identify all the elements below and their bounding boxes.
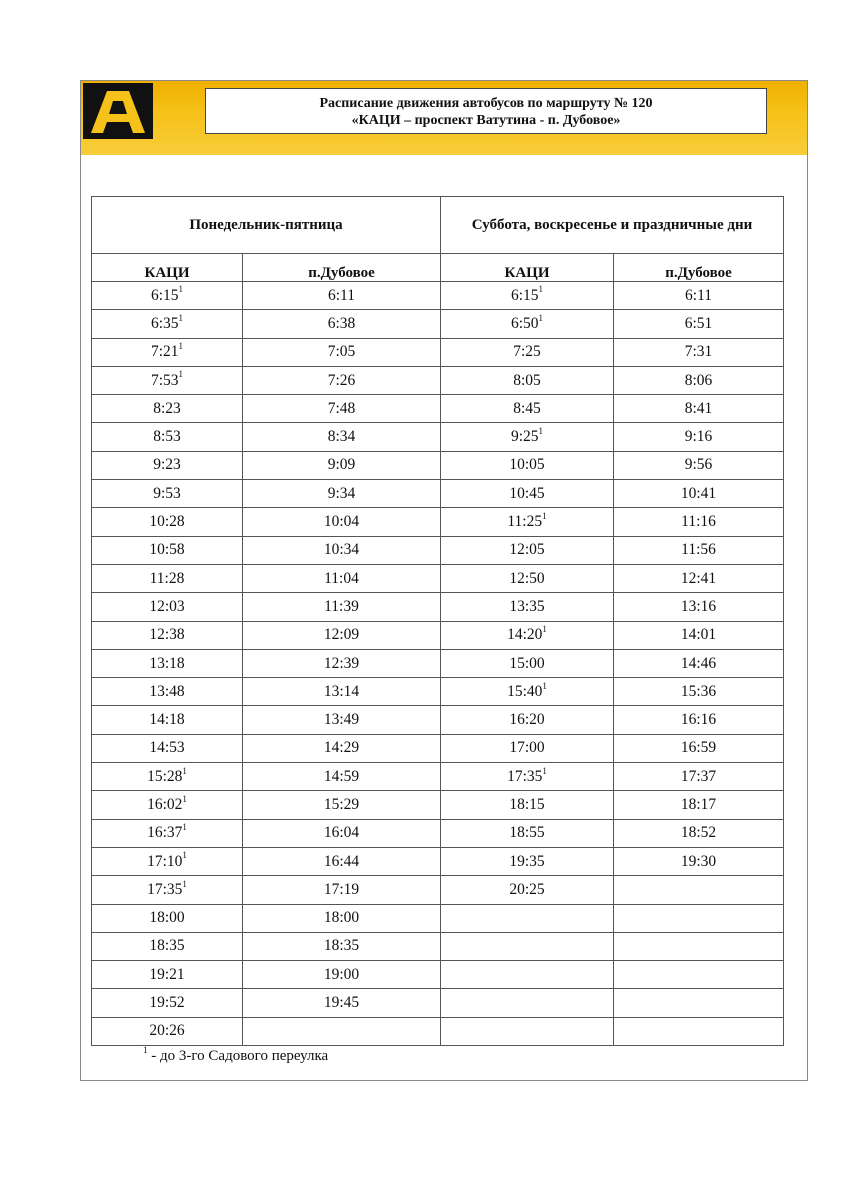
time-cell	[243, 791, 441, 819]
time-value: 9:25	[510, 428, 539, 446]
time-cell	[243, 310, 441, 338]
footnote-text: - до 3-го Садового переулка	[147, 1048, 329, 1064]
time-cell	[92, 395, 243, 423]
time-cell	[92, 423, 243, 451]
time-cell	[243, 366, 441, 394]
time-value: 11:56	[681, 541, 716, 559]
time-cell	[92, 282, 243, 310]
time-cell	[92, 310, 243, 338]
footnote-marker: 1	[182, 850, 187, 861]
time-value: 18:35	[323, 937, 360, 955]
time-cell	[441, 989, 614, 1017]
time-value: 12:09	[323, 626, 360, 644]
time-cell	[92, 847, 243, 875]
footnote-marker: 1	[182, 878, 187, 889]
time-cell	[614, 621, 784, 649]
table-row	[92, 536, 784, 564]
time-value: 14:18	[149, 711, 185, 729]
footnote-marker: 1	[538, 284, 544, 295]
time-cell	[441, 819, 614, 847]
time-cell	[614, 310, 784, 338]
bus-a-logo-icon	[89, 89, 147, 135]
schedule-table	[91, 196, 784, 1046]
time-cell	[614, 536, 784, 564]
footnote-marker: 1	[182, 765, 187, 776]
time-cell	[243, 480, 441, 508]
time-value: 19:21	[149, 965, 185, 983]
time-cell	[614, 338, 784, 366]
table-row	[92, 989, 784, 1017]
time-value: 6:35	[150, 314, 179, 332]
time-value: 19:00	[323, 965, 360, 983]
time-cell	[614, 395, 784, 423]
time-value: 16:20	[509, 711, 545, 729]
time-value: 13:48	[149, 682, 185, 700]
time-cell	[614, 423, 784, 451]
header-bar	[81, 81, 807, 155]
time-cell	[92, 508, 243, 536]
time-value: 19:35	[509, 852, 545, 870]
time-value: 17:00	[509, 739, 545, 757]
time-cell	[441, 451, 614, 479]
time-value: 17:19	[323, 880, 360, 898]
time-value: 17:10	[147, 852, 183, 870]
time-value: 12:50	[509, 569, 545, 587]
time-cell	[441, 593, 614, 621]
time-value: 17:37	[680, 767, 717, 785]
time-value: 7:26	[327, 371, 356, 389]
time-cell	[441, 678, 614, 706]
time-value: 18:00	[149, 909, 185, 927]
time-cell	[614, 876, 784, 904]
time-value: 14:20	[507, 626, 543, 644]
time-cell	[243, 536, 441, 564]
time-value: 10:45	[509, 484, 545, 502]
table-row	[92, 480, 784, 508]
time-cell	[243, 593, 441, 621]
time-cell	[614, 564, 784, 592]
table-row	[92, 621, 784, 649]
weekday-header: Понедельник-пятница	[92, 197, 441, 254]
time-cell	[614, 734, 784, 762]
time-cell	[92, 763, 243, 791]
time-cell	[441, 847, 614, 875]
time-cell	[614, 649, 784, 677]
time-cell	[441, 791, 614, 819]
time-cell	[243, 649, 441, 677]
table-row	[92, 932, 784, 960]
table-row	[92, 593, 784, 621]
time-cell	[441, 621, 614, 649]
time-cell	[243, 338, 441, 366]
time-cell	[92, 791, 243, 819]
time-value: 7:48	[327, 399, 356, 417]
time-cell	[614, 451, 784, 479]
footnote-marker: 1	[542, 765, 547, 776]
time-cell	[614, 508, 784, 536]
time-value: 16:04	[323, 824, 360, 842]
time-cell	[92, 989, 243, 1017]
time-cell	[441, 338, 614, 366]
time-cell	[243, 763, 441, 791]
time-cell	[243, 932, 441, 960]
time-value: 17:35	[147, 880, 183, 898]
time-cell	[441, 932, 614, 960]
time-cell	[92, 338, 243, 366]
footnote	[143, 1045, 329, 1065]
table-row	[92, 1017, 784, 1045]
time-value: 10:04	[323, 513, 360, 531]
time-value: 12:05	[509, 541, 545, 559]
time-value: 18:35	[149, 937, 185, 955]
time-cell	[614, 1017, 784, 1045]
time-cell	[614, 961, 784, 989]
title-line-2: «КАЦИ – проспект Ватутина - п. Дубовое»	[351, 113, 621, 128]
time-cell	[614, 678, 784, 706]
time-cell	[614, 819, 784, 847]
table-row	[92, 678, 784, 706]
time-cell	[243, 904, 441, 932]
footnote-marker: 1	[538, 425, 544, 436]
time-value: 20:25	[509, 880, 545, 898]
time-value: 7:53	[150, 371, 179, 389]
time-value: 9:53	[153, 484, 181, 502]
time-value: 6:11	[328, 286, 355, 304]
time-cell	[243, 847, 441, 875]
time-cell	[441, 536, 614, 564]
time-value: 6:38	[327, 314, 356, 332]
time-value: 6:50	[510, 314, 539, 332]
time-cell	[441, 480, 614, 508]
time-value: 10:58	[149, 541, 185, 559]
time-cell	[92, 536, 243, 564]
time-value: 10:05	[509, 456, 545, 474]
table-row	[92, 763, 784, 791]
time-cell	[243, 678, 441, 706]
time-value: 8:06	[684, 371, 713, 389]
time-cell	[441, 734, 614, 762]
table-row	[92, 961, 784, 989]
weekend-header: Суббота, воскресенье и праздничные дни	[441, 197, 784, 254]
column-header-dubovoe: п.Дубовое	[243, 254, 441, 282]
time-value: 7:25	[513, 343, 541, 361]
time-cell	[92, 649, 243, 677]
time-cell	[92, 706, 243, 734]
time-value: 18:52	[680, 824, 717, 842]
time-value: 10:34	[323, 541, 360, 559]
time-cell	[441, 508, 614, 536]
time-cell	[441, 706, 614, 734]
time-value: 18:15	[509, 795, 545, 813]
footnote-marker: 1	[542, 680, 547, 691]
time-cell	[614, 847, 784, 875]
time-cell	[614, 282, 784, 310]
time-value: 10:41	[680, 484, 717, 502]
time-value: 13:18	[149, 654, 185, 672]
time-cell	[614, 989, 784, 1017]
footnote-marker: 1	[178, 369, 184, 380]
time-value: 12:41	[680, 569, 717, 587]
table-row	[92, 564, 784, 592]
time-cell	[92, 451, 243, 479]
time-cell	[243, 1017, 441, 1045]
column-header-kaci: КАЦИ	[441, 254, 614, 282]
time-value: 13:35	[509, 597, 545, 615]
time-cell	[441, 310, 614, 338]
time-cell	[441, 904, 614, 932]
footnote-marker: 1	[542, 624, 547, 635]
time-cell	[92, 564, 243, 592]
time-cell	[614, 593, 784, 621]
time-cell	[243, 282, 441, 310]
time-value: 15:40	[507, 682, 543, 700]
time-cell	[614, 904, 784, 932]
time-cell	[92, 593, 243, 621]
time-cell	[243, 819, 441, 847]
time-cell	[92, 480, 243, 508]
time-value: 11:04	[324, 569, 359, 587]
time-value: 11:25	[507, 513, 543, 531]
time-cell	[614, 480, 784, 508]
time-value: 8:53	[153, 428, 181, 446]
time-value: 13:16	[680, 597, 717, 615]
time-cell	[92, 1017, 243, 1045]
time-cell	[243, 876, 441, 904]
time-cell	[441, 395, 614, 423]
time-cell	[614, 932, 784, 960]
time-cell	[441, 649, 614, 677]
time-cell	[243, 734, 441, 762]
time-value: 15:28	[147, 767, 183, 785]
table-row	[92, 706, 784, 734]
time-cell	[92, 819, 243, 847]
table-row	[92, 876, 784, 904]
time-cell	[441, 282, 614, 310]
time-value: 8:34	[327, 428, 356, 446]
time-value: 14:53	[149, 739, 185, 757]
time-value: 19:45	[323, 994, 360, 1012]
time-value: 15:29	[323, 795, 360, 813]
footnote-marker: 1	[538, 312, 544, 323]
time-value: 7:21	[150, 343, 179, 361]
time-cell	[92, 678, 243, 706]
time-value: 20:26	[149, 1022, 185, 1040]
table-row	[92, 508, 784, 536]
table-row	[92, 282, 784, 310]
time-value: 6:11	[685, 286, 712, 304]
time-value: 9:23	[153, 456, 181, 474]
time-value: 13:49	[323, 711, 360, 729]
time-cell	[441, 763, 614, 791]
footnote-marker: 1	[182, 793, 187, 804]
time-cell	[92, 621, 243, 649]
time-value: 7:31	[684, 343, 713, 361]
time-cell	[243, 621, 441, 649]
time-cell	[614, 366, 784, 394]
title-line-1: Расписание движения автобусов по маршруту № 120	[319, 96, 653, 111]
time-cell	[243, 423, 441, 451]
time-value: 13:14	[323, 682, 360, 700]
time-cell	[614, 791, 784, 819]
column-header-kaci: КАЦИ	[92, 254, 243, 282]
time-cell	[92, 961, 243, 989]
time-value: 14:01	[680, 626, 717, 644]
time-value: 10:28	[149, 513, 185, 531]
column-header-dubovoe: п.Дубовое	[614, 254, 784, 282]
table-row	[92, 310, 784, 338]
table-row	[92, 791, 784, 819]
table-row	[92, 649, 784, 677]
time-value: 9:34	[327, 484, 356, 502]
time-value: 16:16	[680, 711, 717, 729]
footnote-mark: 1	[143, 1045, 148, 1055]
time-value: 9:09	[327, 456, 356, 474]
table-row	[92, 734, 784, 762]
table-row	[92, 819, 784, 847]
time-value: 9:56	[684, 456, 713, 474]
table-row	[92, 338, 784, 366]
time-cell	[441, 1017, 614, 1045]
time-value: 16:02	[147, 795, 183, 813]
time-value: 6:15	[510, 286, 539, 304]
time-value: 14:59	[323, 767, 360, 785]
time-cell	[92, 366, 243, 394]
time-value: 14:29	[323, 739, 360, 757]
time-value: 11:39	[324, 597, 359, 615]
schedule-body	[92, 282, 784, 1046]
time-value: 18:17	[680, 795, 717, 813]
time-cell	[92, 876, 243, 904]
time-cell	[243, 706, 441, 734]
time-value: 15:00	[509, 654, 545, 672]
time-value: 19:30	[680, 852, 717, 870]
time-value: 8:45	[513, 399, 541, 417]
schedule-sheet	[80, 80, 808, 1081]
time-value: 8:23	[153, 399, 181, 417]
footnote-marker: 1	[542, 510, 547, 521]
time-value: 9:16	[684, 428, 713, 446]
time-cell	[441, 564, 614, 592]
time-value: 6:15	[150, 286, 179, 304]
time-value: 14:46	[680, 654, 717, 672]
footnote-marker: 1	[178, 284, 184, 295]
table-row	[92, 395, 784, 423]
table-row	[92, 904, 784, 932]
footnote-marker: 1	[178, 341, 184, 352]
time-cell	[614, 706, 784, 734]
time-value: 8:05	[513, 371, 541, 389]
time-value: 15:36	[680, 682, 717, 700]
time-cell	[441, 423, 614, 451]
time-cell	[92, 734, 243, 762]
time-value: 12:39	[323, 654, 360, 672]
time-cell	[92, 904, 243, 932]
time-value: 12:03	[149, 597, 185, 615]
time-value: 18:00	[323, 909, 360, 927]
time-cell	[243, 395, 441, 423]
bus-logo	[83, 83, 153, 139]
table-row	[92, 366, 784, 394]
time-value: 7:05	[327, 343, 356, 361]
footnote-marker: 1	[182, 822, 187, 833]
time-value: 18:55	[509, 824, 545, 842]
time-cell	[441, 876, 614, 904]
time-value: 16:37	[147, 824, 183, 842]
time-cell	[243, 989, 441, 1017]
table-row	[92, 423, 784, 451]
time-cell	[441, 961, 614, 989]
title-box	[205, 88, 767, 134]
table-row	[92, 451, 784, 479]
time-value: 19:52	[149, 994, 185, 1012]
time-cell	[243, 961, 441, 989]
time-cell	[92, 932, 243, 960]
time-cell	[243, 564, 441, 592]
time-value: 17:35	[507, 767, 543, 785]
time-cell	[614, 763, 784, 791]
footnote-marker: 1	[178, 312, 184, 323]
time-value: 16:44	[323, 852, 360, 870]
time-value: 16:59	[680, 739, 717, 757]
time-cell	[441, 366, 614, 394]
time-value: 12:38	[149, 626, 185, 644]
time-cell	[243, 451, 441, 479]
table-row	[92, 847, 784, 875]
time-value: 8:41	[684, 399, 713, 417]
time-value: 6:51	[684, 314, 713, 332]
time-cell	[243, 508, 441, 536]
time-value: 11:16	[681, 513, 716, 531]
time-value: 11:28	[149, 569, 185, 587]
